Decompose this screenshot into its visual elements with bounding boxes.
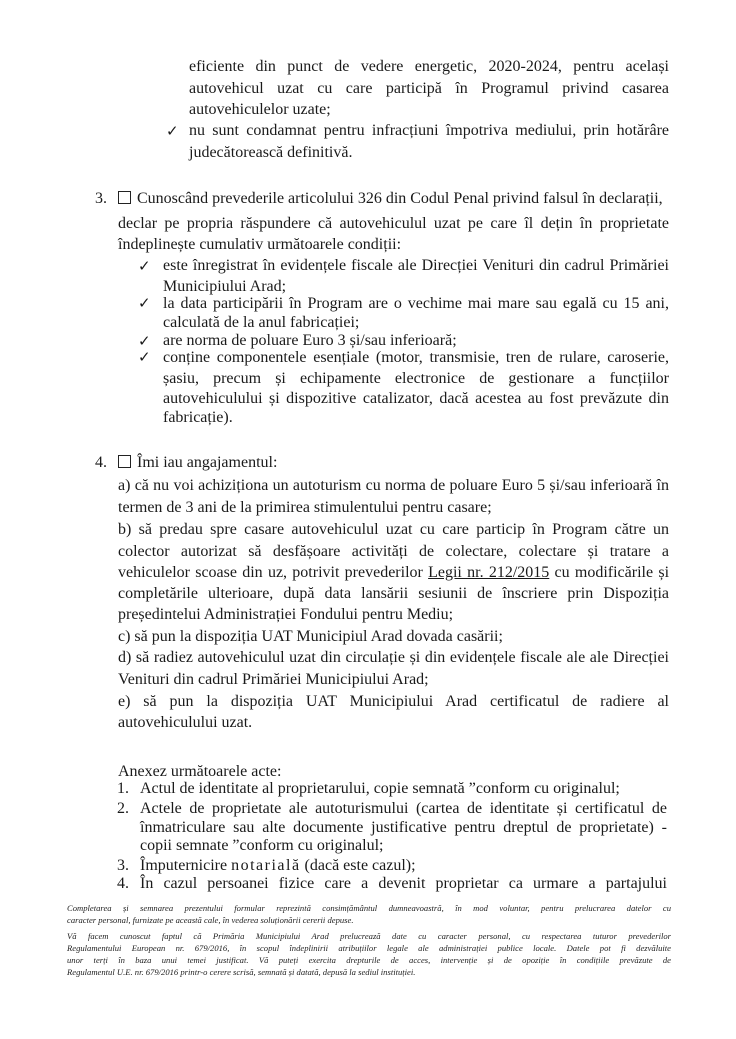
text-line: autovehiculului și dispozitive catalizator, dacă acestea au fost prevăzute din bbox=[163, 390, 669, 407]
text-line-with-link bbox=[118, 563, 669, 583]
footer-line: unor terți în baza unui temei justificat. Vă puteți exercita drepturile de acces, intervenție și de opoziție în condițiile prevăzute de bbox=[67, 955, 671, 965]
section4-title bbox=[118, 453, 277, 473]
annex-number: 4. bbox=[117, 875, 129, 892]
text-line: d) să radiez autovehiculul uzat din circulație și din evidențele fiscale ale ale Direcției bbox=[118, 649, 669, 666]
check-icon: ✓ bbox=[138, 348, 151, 366]
section-number: 4. bbox=[95, 454, 107, 471]
text-line: Venituri din cadrul Primăriei Municipiului Arad; bbox=[118, 671, 429, 688]
text-span: notarială bbox=[231, 857, 301, 874]
checkbox-icon[interactable] bbox=[118, 455, 131, 468]
text-line: președintelui Administrației Fondului pentru Mediu; bbox=[118, 606, 454, 623]
text-span: Împuternicire bbox=[140, 857, 232, 874]
text-line: are norma de poluare Euro 3 și/sau inferioară; bbox=[163, 332, 457, 349]
text-line: În cazul persoanei fizice care a devenit proprietar ca urmare a partajului bbox=[140, 875, 667, 892]
text-line: judecătorească definitivă. bbox=[189, 144, 353, 161]
section3-first-line bbox=[118, 189, 663, 209]
text-line: colector autorizat să desfășoare activități de colectare, colectare și tratare a bbox=[118, 543, 669, 560]
annex-title: Anexez următoarele acte: bbox=[118, 763, 282, 780]
text-span: (dacă este cazul); bbox=[300, 857, 416, 874]
text-line: b) să predau spre casare autovehiculul uzat cu care particip în Program către un bbox=[118, 521, 669, 538]
check-icon: ✓ bbox=[166, 122, 179, 140]
text-line: Actele de proprietate ale autoturismului (cartea de identitate și certificatul de bbox=[140, 800, 667, 817]
text-line: completările ulterioare, după data lansării sesiunii de înscriere prin Dispoziția bbox=[118, 585, 669, 602]
text-line: Actul de identitate al proprietarului, copie semnată ”conform cu originalul; bbox=[140, 780, 620, 797]
footer-line: Completarea și semnarea prezentului formular reprezintă consimțământul dumneavoastră, în mod voluntar, pentru prelucrarea datelor cu bbox=[67, 903, 671, 913]
text-line: e) să pun la dispoziția UAT Municipiului Arad certificatul de radiere al bbox=[118, 693, 669, 710]
annex-number: 1. bbox=[117, 780, 129, 797]
text-line: autovehiculelor uzate; bbox=[189, 101, 331, 118]
annex-number: 2. bbox=[117, 800, 129, 817]
text-line: termen de 3 ani de la primirea stimulentului pentru casare; bbox=[118, 499, 492, 516]
text-line: calculată de la anul fabricației; bbox=[163, 314, 360, 331]
text-line: autovehicul uzat cu care participă în Programul privind casarea bbox=[189, 80, 669, 97]
text-line: eficiente din punct de vedere energetic, 2020-2024, pentru același bbox=[189, 58, 669, 75]
annex-number: 3. bbox=[117, 857, 129, 874]
footer-line: Regulamentul U.E. nr. 679/2016 printr-o cerere scrisă, semnată și datată, depusă la sediul instituției. bbox=[67, 967, 416, 977]
text-span: Îmi iau angajamentul: bbox=[137, 454, 278, 471]
footer-line: Regulamentului European nr. 679/2016, în scopul îndeplinirii atribuțiilor legale ale administrației publice locale. Datele pot fi dezvăluite bbox=[67, 943, 671, 953]
text-line: șasiu, precum și echipamente electronice de gestionare a funcțiilor bbox=[163, 370, 669, 387]
text-line: conține componentele esențiale (motor, transmisie, tren de rulare, caroserie, bbox=[163, 349, 669, 366]
text-line: îndeplinește cumulativ următoarele condiții: bbox=[118, 236, 402, 253]
annex-item-3 bbox=[140, 856, 416, 876]
check-icon: ✓ bbox=[138, 332, 151, 350]
law-link[interactable]: Legii nr. 212/2015 bbox=[428, 564, 550, 581]
footer-line: Vă facem cunoscut faptul că Primăria Municipiului Arad prelucrează date cu caracter personal, cu respectarea tuturor prevederilor bbox=[67, 931, 671, 941]
text-line: copii semnate ”conform cu originalul; bbox=[140, 837, 384, 854]
text-line: înmatriculare sau alte documente justificative pentru dreptul de proprietate) - bbox=[140, 819, 667, 836]
text-span: vehiculelor scoase din uz, potrivit prevederilor bbox=[118, 564, 429, 581]
text-line: c) să pun la dispoziția UAT Municipiul Arad dovada casării; bbox=[118, 628, 503, 645]
check-icon: ✓ bbox=[138, 257, 151, 275]
text-line: declar pe propria răspundere că autovehiculul uzat pe care îl dețin în proprietate bbox=[118, 215, 669, 232]
text-line: nu sunt condamnat pentru infracțiuni împotriva mediului, prin hotărâre bbox=[189, 122, 669, 139]
text-span: Cunoscând prevederile articolului 326 din Codul Penal privind falsul în declarații, bbox=[137, 190, 663, 207]
text-line: Municipiului Arad; bbox=[163, 278, 287, 295]
text-line: este înregistrat în evidențele fiscale ale Direcției Venituri din cadrul Primăriei bbox=[163, 257, 669, 274]
text-span: cu modificările și bbox=[549, 564, 670, 581]
section-number: 3. bbox=[95, 190, 107, 207]
check-icon: ✓ bbox=[138, 294, 151, 312]
checkbox-icon[interactable] bbox=[118, 191, 131, 204]
footer-line: caracter personal, furnizate pe această cale, în vederea soluționării cererii depuse. bbox=[67, 915, 354, 925]
text-line: autovehiculului uzat. bbox=[118, 714, 253, 731]
text-line: fabricație). bbox=[163, 409, 233, 426]
text-line: a) că nu voi achiziționa un autoturism cu norma de poluare Euro 5 și/sau inferioară în bbox=[118, 477, 669, 494]
text-line: la data participării în Program are o vechime mai mare sau egală cu 15 ani, bbox=[163, 295, 669, 312]
